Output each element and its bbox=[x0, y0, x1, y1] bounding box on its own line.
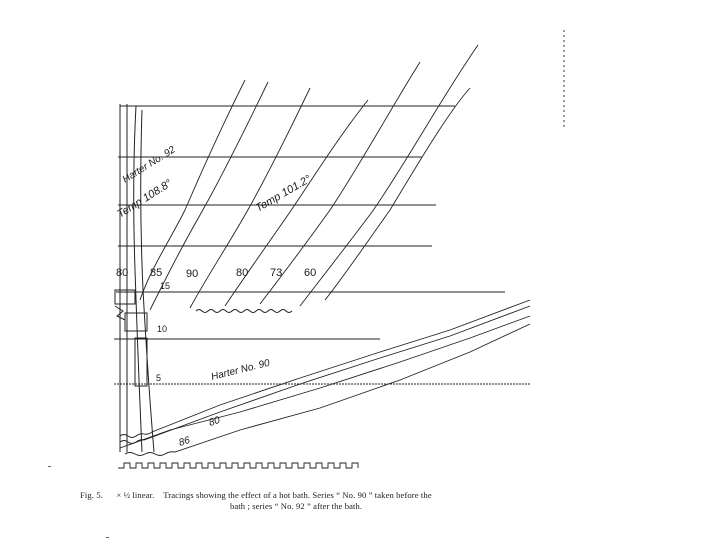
figure-caption bbox=[80, 490, 560, 512]
trace-label-60: 60 bbox=[304, 267, 317, 279]
page-edge-mark bbox=[563, 30, 565, 130]
temp-108-label: Temp 108.8° bbox=[115, 177, 175, 221]
time-marker-trace bbox=[118, 463, 358, 468]
caption-scale: × ½ linear. bbox=[116, 490, 155, 500]
scale-label-10: 10 bbox=[157, 324, 168, 334]
base-trace bbox=[196, 310, 292, 313]
scale-label-5: 5 bbox=[156, 373, 162, 383]
caption-text-line1: Tracings showing the effect of a hot bath. Series “ No. 90 ” taken before the bbox=[163, 490, 432, 500]
trace-label-90: 90 bbox=[186, 268, 199, 280]
caption-fig-number: Fig. 5. bbox=[80, 490, 103, 500]
harter-90-label: Harter No. 90 bbox=[210, 357, 271, 383]
scale-labels bbox=[156, 281, 170, 383]
lower-label-80: 80 bbox=[207, 414, 222, 429]
trace-label-85: 85 bbox=[150, 267, 163, 279]
page-speck bbox=[106, 537, 109, 538]
scale-label-15: 15 bbox=[160, 281, 171, 291]
trace-label-73: 73 bbox=[270, 267, 283, 279]
trace-label-80: 80 bbox=[116, 267, 129, 279]
horizontal-rules bbox=[114, 106, 530, 384]
harter-92-label: Harter No. 92 bbox=[120, 144, 178, 186]
page-speck bbox=[48, 466, 51, 467]
temp-101-label: Temp 101.2° bbox=[253, 173, 314, 215]
lower-label-86: 86 bbox=[177, 434, 192, 449]
caption-text-line2: bath ; series “ No. 92 ” after the bath. bbox=[230, 501, 363, 511]
trace-label-80b: 80 bbox=[236, 267, 249, 279]
tracings-series-90 bbox=[120, 300, 530, 456]
